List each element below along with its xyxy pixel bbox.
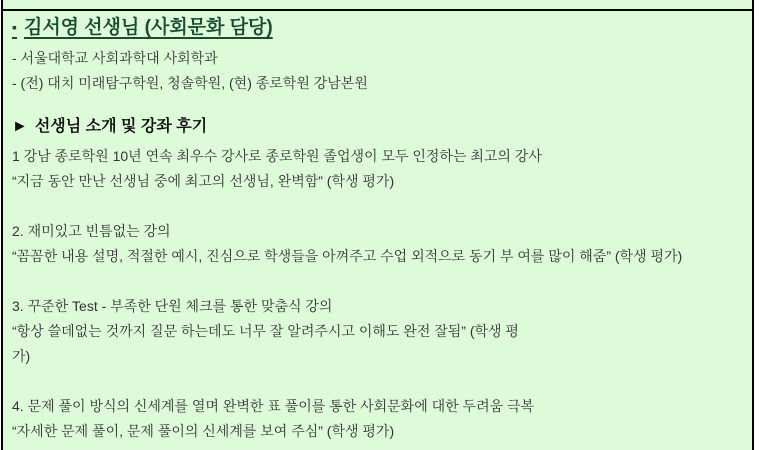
arrow-icon: ► xyxy=(12,118,28,135)
teacher-info-cell xyxy=(3,11,752,448)
review-line: “지금 동안 만난 선생님 중에 최고의 선생님, 완벽함” (학생 평가) xyxy=(12,173,395,189)
table-frame xyxy=(1,0,754,450)
review-line: 1 강남 종로학원 10년 연속 최우수 강사로 종로학원 졸업생이 모두 인정하는 최고의 강사 xyxy=(12,148,542,164)
blank-spacer xyxy=(12,96,744,114)
review-line: 4. 문제 풀이 방식의 신세계를 열며 완벽한 표 풀이를 통한 사회문화에 대한 두려움 극복 xyxy=(12,398,535,414)
teacher-name-heading: 김서영 선생님 (사회문화 담당) xyxy=(23,17,273,38)
review-line: 2. 재미있고 빈틈없는 강의 xyxy=(12,223,171,239)
review-line: “자세한 문제 풀이, 문제 풀이의 신세계를 보여 주심” (학생 평가) xyxy=(12,423,395,439)
review-line: 3. 꾸준한 Test - 부족한 단원 체크를 통한 맞춤식 강의 xyxy=(12,298,333,314)
credential-line: - (전) 대치 미래탐구학원, 청솔학원, (현) 종로학원 강남본원 xyxy=(12,75,368,91)
review-line: “항상 쓸데없는 것까지 질문 하는데도 너무 잘 알려주시고 이해도 완전 잘됨” (학생 평 xyxy=(12,323,519,339)
review-line: 가) xyxy=(12,348,31,364)
previous-row-sliver xyxy=(3,0,752,11)
teacher-title xyxy=(12,15,744,40)
credential-line: - 서울대학교 사회과학대 사회학과 xyxy=(12,50,218,66)
review-item xyxy=(12,219,744,269)
square-bullet-icon: ▪ xyxy=(12,19,17,35)
review-line: “꼼꼼한 내용 설명, 적절한 예시, 진심으로 학생들을 아껴주고 수업 외적으로 동기 부 여를 많이 해줌” (학생 평가) xyxy=(12,248,683,264)
review-item xyxy=(12,294,744,369)
review-item xyxy=(12,144,744,194)
review-item xyxy=(12,394,744,444)
reviews-heading xyxy=(12,114,744,139)
reviews-heading-text: 선생님 소개 및 강좌 후기 xyxy=(34,118,208,135)
